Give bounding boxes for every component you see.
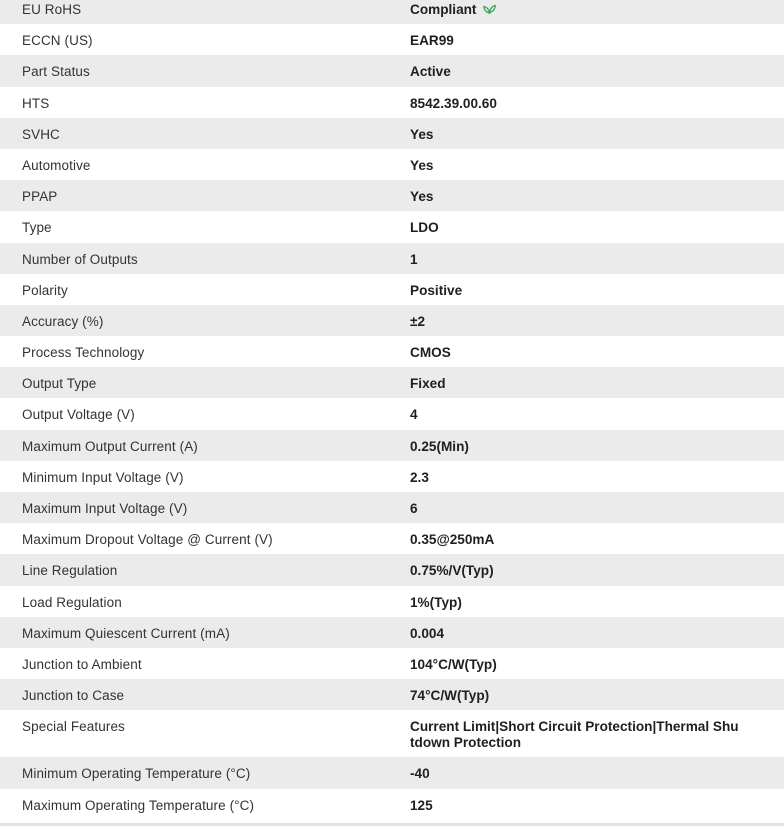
spec-value: 2.3 xyxy=(410,469,429,485)
spec-row-junction-to-case xyxy=(0,679,784,710)
spec-value: -40 xyxy=(410,766,430,782)
spec-value: 74°C/W(Typ) xyxy=(410,688,490,704)
spec-row-min-input-voltage xyxy=(0,461,784,492)
spec-value: 4 xyxy=(410,407,418,423)
spec-value: 8542.39.00.60 xyxy=(410,95,497,111)
spec-row-special-features xyxy=(0,710,784,757)
spec-label: Junction to Ambient xyxy=(22,656,142,672)
spec-row-type xyxy=(0,211,784,242)
spec-value: 0.25(Min) xyxy=(410,438,469,454)
spec-row-number-of-outputs xyxy=(0,243,784,274)
spec-label: Minimum Operating Temperature (°C) xyxy=(22,766,251,782)
spec-label: Load Regulation xyxy=(22,594,122,610)
spec-value: Active xyxy=(410,64,451,80)
spec-value: 0.35@250mA xyxy=(410,532,495,548)
spec-label: HTS xyxy=(22,95,50,111)
spec-value: Yes xyxy=(410,157,434,173)
spec-value: 1%(Typ) xyxy=(410,594,462,610)
spec-label: Minimum Input Voltage (V) xyxy=(22,469,184,485)
spec-value: Positive xyxy=(410,282,463,298)
spec-label: Maximum Operating Temperature (°C) xyxy=(22,797,255,813)
spec-value: Yes xyxy=(410,189,434,205)
leaf-icon xyxy=(483,4,496,15)
spec-label: Output Type xyxy=(22,376,97,392)
spec-label: Type xyxy=(22,220,52,236)
spec-label: Polarity xyxy=(22,282,68,298)
spec-value: 6 xyxy=(410,501,418,516)
spec-label: PPAP xyxy=(22,189,58,205)
spec-label: Maximum Dropout Voltage @ Current (V) xyxy=(22,532,273,548)
spec-row-max-quiescent-current xyxy=(0,617,784,648)
spec-row-polarity xyxy=(0,274,784,305)
spec-label: Junction to Case xyxy=(22,688,125,704)
spec-label: Number of Outputs xyxy=(22,251,138,267)
spec-value: CMOS xyxy=(410,345,451,361)
spec-row-min-operating-temp xyxy=(0,757,784,788)
spec-value: Fixed xyxy=(410,376,446,392)
spec-label: Automotive xyxy=(22,157,91,173)
spec-row-max-output-current xyxy=(0,430,784,461)
spec-label: Line Regulation xyxy=(22,563,118,579)
spec-label: SVHC xyxy=(22,126,60,142)
spec-value: EAR99 xyxy=(410,33,454,49)
spec-row-process-technology xyxy=(0,336,784,367)
spec-row-part-status xyxy=(0,55,784,86)
spec-value: Current Limit|Short Circuit Protection|Thermal Shutdown Protection xyxy=(410,719,739,751)
spec-value: 104°C/W(Typ) xyxy=(410,656,497,672)
spec-label: Part Status xyxy=(22,64,90,80)
spec-row-svhc xyxy=(0,118,784,149)
spec-value: LDO xyxy=(410,220,439,236)
spec-row-eu-rohs xyxy=(0,0,784,24)
spec-value: Yes xyxy=(410,126,434,142)
spec-row-ppap xyxy=(0,180,784,211)
spec-value: 0.75%/V(Typ) xyxy=(410,563,494,579)
spec-row-max-input-voltage xyxy=(0,492,784,523)
spec-value: 1 xyxy=(410,251,418,267)
spec-row-output-type xyxy=(0,367,784,398)
spec-value-text: Compliant xyxy=(410,2,477,17)
spec-value: ±2 xyxy=(410,313,426,329)
spec-row-hts xyxy=(0,87,784,118)
spec-row-eccn xyxy=(0,24,784,55)
spec-value: 125 xyxy=(410,797,433,813)
spec-row-automotive xyxy=(0,149,784,180)
spec-value: 0.004 xyxy=(410,625,445,641)
spec-row-load-regulation xyxy=(0,586,784,617)
spec-row-output-voltage xyxy=(0,398,784,429)
spec-label: Output Voltage (V) xyxy=(22,407,135,423)
spec-label: Process Technology xyxy=(22,345,145,361)
spec-label: Accuracy (%) xyxy=(22,313,104,329)
spec-row-max-operating-temp xyxy=(0,789,784,820)
spec-row-accuracy xyxy=(0,305,784,336)
spec-label: ECCN (US) xyxy=(22,33,93,49)
spec-label: Special Features xyxy=(22,719,125,735)
spec-label: EU RoHS xyxy=(22,2,82,17)
spec-label: Maximum Quiescent Current (mA) xyxy=(22,625,230,641)
spec-row-max-dropout-voltage xyxy=(0,523,784,554)
spec-label: Maximum Input Voltage (V) xyxy=(22,501,188,516)
spec-label: Maximum Output Current (A) xyxy=(22,438,198,454)
spec-row-line-regulation xyxy=(0,554,784,585)
spec-row-junction-to-ambient xyxy=(0,648,784,679)
spec-value xyxy=(388,2,740,18)
